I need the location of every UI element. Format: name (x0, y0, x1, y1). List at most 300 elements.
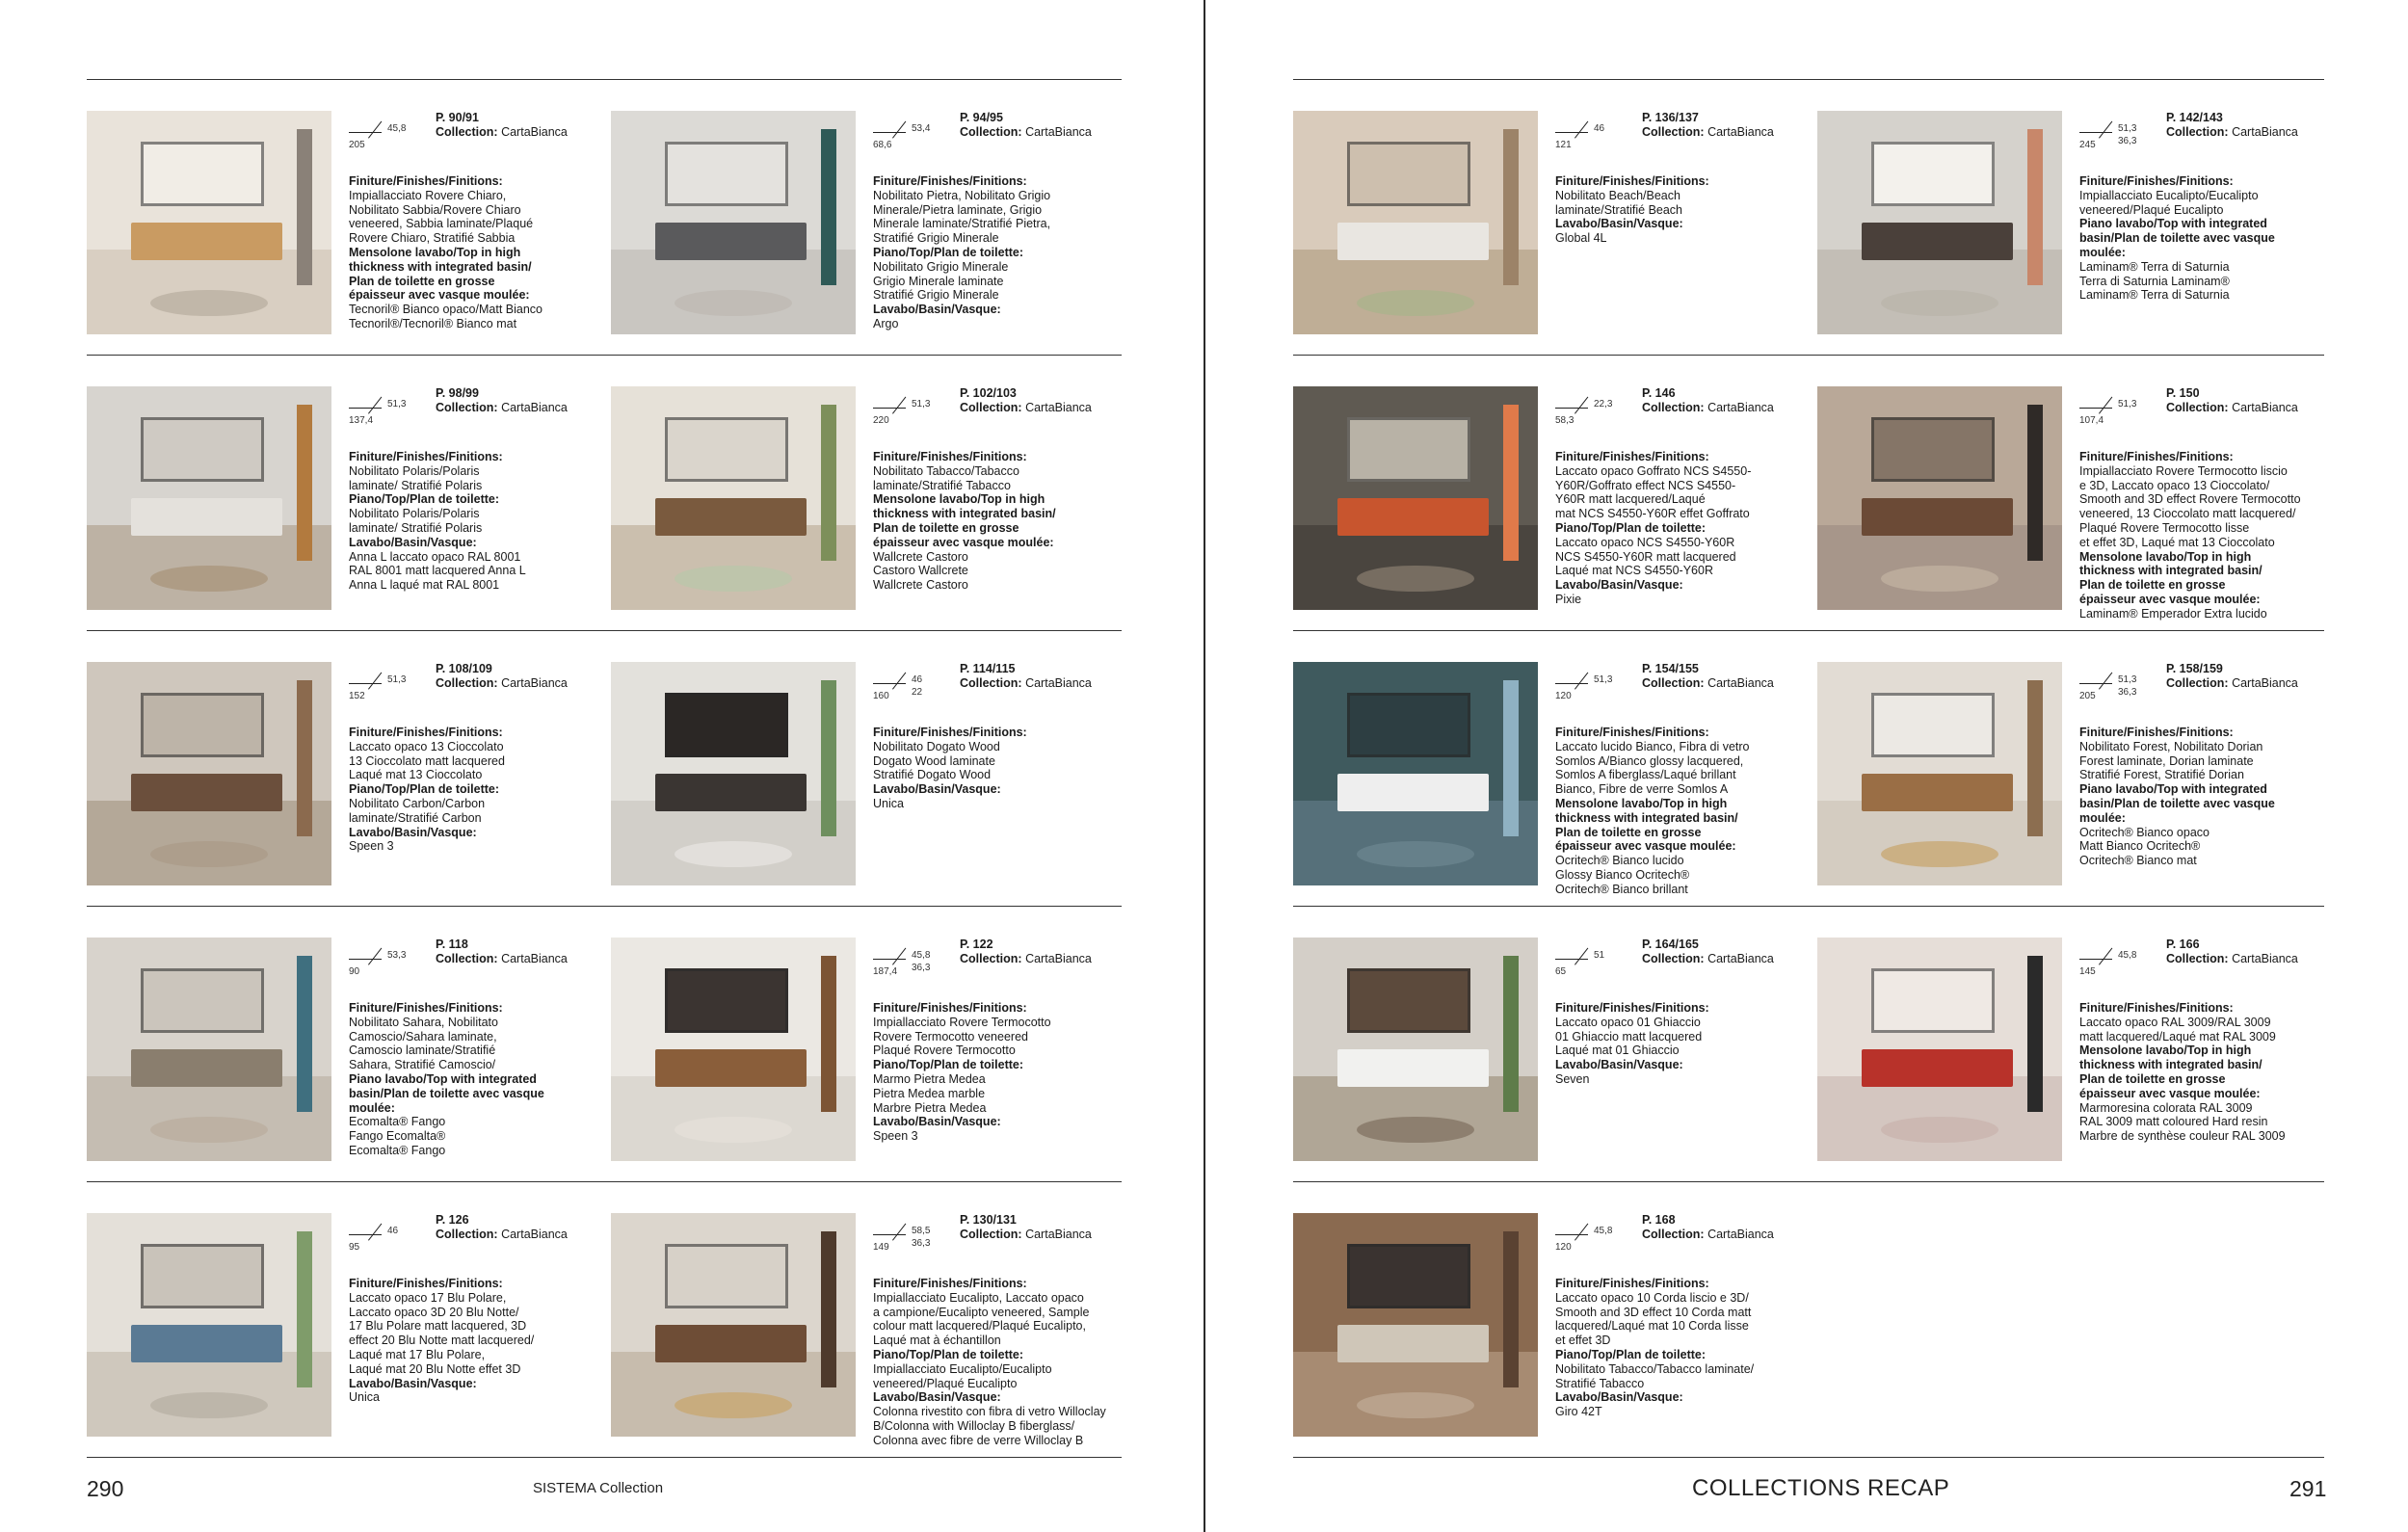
product-photo (611, 111, 856, 334)
spec-text: effect 20 Blu Notte matt lacquered/ (349, 1334, 535, 1348)
spec-text: Laccato opaco 3D 20 Blu Notte/ (349, 1305, 519, 1319)
spec-text: Speen 3 (349, 839, 394, 854)
page-reference: P. 108/109 (436, 662, 492, 675)
dimension-width: 120 (1555, 1242, 1572, 1253)
dimension-width: 149 (873, 1242, 889, 1253)
product-card (1293, 913, 1818, 1139)
spec-text: Nobilitato Tabacco/Tabacco (873, 463, 1019, 478)
spec-heading: thickness with integrated basin/ (2079, 1058, 2262, 1072)
product-photo (1817, 111, 2062, 334)
spec-text: Laccato opaco 13 Cioccolato (349, 739, 504, 753)
spec-heading: thickness with integrated basin/ (2079, 564, 2262, 578)
dimension-width: 145 (2079, 966, 2096, 977)
dimension-depth: 53,3 (387, 950, 407, 961)
dimension-diagram (349, 1216, 426, 1255)
spec-text: Rovere Termocotto veneered (873, 1029, 1028, 1043)
page-reference: P. 150 (2166, 386, 2200, 400)
spec-text: Castoro Wallcrete (873, 564, 968, 578)
product-card (1817, 913, 2342, 1144)
left-page-number: 290 (87, 1476, 124, 1501)
product-photo (611, 662, 856, 885)
spec-text: Tecnoril® Bianco opaco/Matt Bianco (349, 303, 542, 317)
spec-text: et effet 3D, Laqué mat 13 Cioccolato (2079, 535, 2275, 549)
spec-heading: Piano lavabo/Top with integrated (2079, 782, 2267, 797)
spec-text: laminate/Stratifié Carbon (349, 810, 482, 825)
dimension-depth: 51,3 (912, 399, 931, 409)
product-header (436, 938, 609, 966)
product-header (436, 1213, 609, 1242)
dimension-width: 137,4 (349, 415, 374, 426)
spec-text: Stratifié Dogato Wood (873, 768, 992, 782)
collection-name: CartaBianca (1025, 952, 1092, 965)
page-reference: P. 136/137 (1642, 111, 1699, 124)
dimension-width: 220 (873, 415, 889, 426)
dimension-diagram (2079, 114, 2157, 152)
collection-line: Collection: CartaBianca (2166, 676, 2298, 690)
spec-text: Impiallacciato Eucalipto/Eucalipto (2079, 188, 2259, 202)
collection-line: Collection: CartaBianca (2166, 952, 2298, 965)
page-reference: P. 102/103 (960, 386, 1017, 400)
spec-text: Stratifié Forest, Stratifié Dorian (2079, 768, 2244, 782)
spec-text: Sahara, Stratifié Camoscio/ (349, 1058, 496, 1072)
spec-heading: thickness with integrated basin/ (873, 507, 1056, 521)
spec-text: Impiallacciato Eucalipto, Laccato opaco (873, 1290, 1084, 1305)
dimension-width: 107,4 (2079, 415, 2104, 426)
row-divider (1293, 630, 2324, 631)
collection-name: CartaBianca (2232, 401, 2298, 414)
spec-text: Ocritech® Bianco mat (2079, 854, 2197, 868)
collection-name: CartaBianca (1707, 401, 1774, 414)
spec-heading: moulée: (349, 1100, 395, 1115)
spec-heading: Mensolone lavabo/Top in high (1555, 796, 1728, 810)
dimension-width: 205 (349, 140, 365, 150)
spec-text: Marbre de synthèse couleur RAL 3009 (2079, 1129, 2286, 1144)
page-reference: P. 154/155 (1642, 662, 1699, 675)
spec-heading: Piano lavabo/Top with integrated (2079, 217, 2267, 231)
spec-text: Impiallacciato Rovere Termocotto (873, 1015, 1051, 1029)
spec-heading: Lavabo/Basin/Vasque: (349, 1376, 477, 1390)
page-reference: P. 168 (1642, 1213, 1676, 1227)
spec-text: Nobilitato Forest, Nobilitato Dorian (2079, 739, 2263, 753)
spec-text: Rovere Chiaro, Stratifié Sabbia (349, 231, 516, 246)
left-section-label: SISTEMA Collection (533, 1480, 664, 1496)
spec-heading: Finiture/Finishes/Finitions: (873, 450, 1027, 463)
spec-heading: Finiture/Finishes/Finitions: (349, 1277, 503, 1290)
spec-heading: Finiture/Finishes/Finitions: (349, 1001, 503, 1015)
spec-text: Forest laminate, Dorian laminate (2079, 753, 2254, 768)
spec-text: a campione/Eucalipto veneered, Sample (873, 1305, 1090, 1319)
spec-text: Impiallacciato Rovere Termocotto liscio (2079, 463, 2288, 478)
spec-text: Y60R matt lacquered/Laqué (1555, 492, 1706, 507)
row-divider (1293, 1181, 2324, 1182)
spec-heading: Finiture/Finishes/Finitions: (2079, 174, 2234, 188)
spec-text: Camoscio/Sahara laminate, (349, 1029, 497, 1043)
product-header (1642, 662, 1815, 691)
collection-line: Collection: CartaBianca (1642, 125, 1774, 139)
spec-heading: basin/Plan de toilette avec vasque (349, 1086, 544, 1100)
product-card (611, 87, 1136, 330)
product-header (2166, 662, 2340, 691)
product-header (2166, 111, 2340, 140)
spec-text: veneered, Sabbia laminate/Plaqué (349, 217, 534, 231)
product-photo (1817, 386, 2062, 610)
spec-heading: Finiture/Finishes/Finitions: (873, 1001, 1027, 1015)
dimension-diagram (1555, 389, 1632, 428)
collection-line: Collection: CartaBianca (1642, 1228, 1774, 1241)
spec-text: 13 Cioccolato matt lacquered (349, 753, 505, 768)
dimension-width: 121 (1555, 140, 1572, 150)
collection-line: Collection: CartaBianca (436, 952, 568, 965)
dimension-diagram (2079, 940, 2157, 979)
left-page (87, 0, 1122, 1532)
spec-heading: Mensolone lavabo/Top in high (873, 492, 1045, 507)
collection-name: CartaBianca (1025, 125, 1092, 139)
product-header (960, 111, 1133, 140)
spec-text: Anna L laccato opaco RAL 8001 (349, 549, 521, 564)
collection-name: CartaBianca (2232, 676, 2298, 690)
dimension-diagram (1555, 665, 1632, 703)
spec-heading: Piano/Top/Plan de toilette: (349, 492, 500, 507)
collection-line: Collection: CartaBianca (2166, 125, 2298, 139)
spec-text: Marmo Pietra Medea (873, 1071, 986, 1086)
product-header (1642, 111, 1815, 140)
dimension-diagram (349, 940, 426, 979)
product-photo (87, 386, 331, 610)
product-card (611, 913, 1136, 1144)
dimension-depth: 51,3 (387, 399, 407, 409)
finishes-description (873, 174, 1133, 331)
collection-line: Collection: CartaBianca (960, 1228, 1092, 1241)
collection-name: CartaBianca (501, 125, 568, 139)
product-photo (1293, 662, 1538, 885)
spec-text: Dogato Wood laminate (873, 753, 995, 768)
product-card (1293, 1189, 1818, 1419)
page-reference: P. 122 (960, 938, 993, 951)
page-reference: P. 146 (1642, 386, 1676, 400)
spec-text: Laqué mat 01 Ghiaccio (1555, 1043, 1680, 1058)
spec-text: Ecomalta® Fango (349, 1115, 446, 1129)
spec-text: Plaqué Rovere Termocotto lisse (2079, 520, 2250, 535)
product-card (611, 362, 1136, 593)
dimension-diagram (873, 665, 950, 703)
collection-name: CartaBianca (2232, 125, 2298, 139)
spec-text: 01 Ghiaccio matt lacquered (1555, 1029, 1703, 1043)
spec-text: Nobilitato Tabacco/Tabacco laminate/ (1555, 1361, 1755, 1376)
row-divider (87, 906, 1122, 907)
page-reference: P. 114/115 (960, 662, 1016, 675)
spec-text: Plaqué Rovere Termocotto (873, 1043, 1016, 1058)
product-photo (1293, 111, 1538, 334)
finishes-description (2079, 726, 2340, 868)
spec-text: Camoscio laminate/Stratifié (349, 1043, 496, 1058)
spec-heading: Lavabo/Basin/Vasque: (873, 1390, 1001, 1405)
dimension-width: 68,6 (873, 140, 892, 150)
dimension-depth: 45,8 (2118, 950, 2137, 961)
spec-heading: Plan de toilette en grosse (873, 520, 1019, 535)
spec-heading: Finiture/Finishes/Finitions: (2079, 1001, 2234, 1015)
spec-text: Laccato lucido Bianco, Fibra di vetro (1555, 739, 1750, 753)
spec-text: Impiallacciato Rovere Chiaro, (349, 188, 507, 202)
spec-text: Stratifié Grigio Minerale (873, 231, 999, 246)
product-photo (1293, 938, 1538, 1161)
finishes-description (1555, 174, 1815, 246)
spec-text: Laqué mat NCS S4550-Y60R (1555, 564, 1713, 578)
spec-text: Marmoresina colorata RAL 3009 (2079, 1100, 2253, 1115)
product-photo (1293, 386, 1538, 610)
page-reference: P. 126 (436, 1213, 469, 1227)
row-divider (1293, 79, 2324, 80)
dimension-diagram (873, 114, 950, 152)
spec-heading: Plan de toilette en grosse (2079, 578, 2226, 593)
spec-heading: Mensolone lavabo/Top in high (2079, 1043, 2252, 1058)
spec-text: Nobilitato Pietra, Nobilitato Grigio (873, 188, 1051, 202)
dimension-width: 120 (1555, 691, 1572, 701)
spec-text: Laqué mat 17 Blu Polare, (349, 1347, 486, 1361)
collection-name: CartaBianca (1707, 952, 1774, 965)
collection-line: Collection: CartaBianca (1642, 952, 1774, 965)
product-photo (87, 938, 331, 1161)
dimension-width: 95 (349, 1242, 360, 1253)
spec-text: Terra di Saturnia Laminam® (2079, 274, 2230, 288)
spec-text: Laqué mat à échantillon (873, 1334, 1001, 1348)
page-reference: P. 158/159 (2166, 662, 2223, 675)
spec-heading: Lavabo/Basin/Vasque: (873, 303, 1001, 317)
product-card (87, 638, 612, 863)
spec-text: Ocritech® Bianco lucido (1555, 854, 1684, 868)
row-divider (87, 1181, 1122, 1182)
spec-text: veneered, 13 Cioccolato matt lacquered/ (2079, 507, 2296, 521)
spec-text: Laqué mat 13 Cioccolato (349, 768, 483, 782)
product-header (1642, 938, 1815, 966)
spec-heading: Finiture/Finishes/Finitions: (1555, 450, 1709, 463)
row-divider (87, 355, 1122, 356)
spec-heading: Piano/Top/Plan de toilette: (1555, 520, 1707, 535)
finishes-description (349, 174, 609, 331)
dimension-width: 65 (1555, 966, 1567, 977)
dimension-diagram (1555, 1216, 1632, 1255)
spec-text: Stratifié Tabacco (1555, 1376, 1645, 1390)
collection-name: CartaBianca (501, 1228, 568, 1241)
spec-text: Marbre Pietra Medea (873, 1100, 987, 1115)
spec-text: RAL 3009 matt coloured Hard resin (2079, 1115, 2268, 1129)
collection-name: CartaBianca (501, 401, 568, 414)
dimension-diagram (1555, 114, 1632, 152)
spec-text: Pietra Medea marble (873, 1086, 986, 1100)
collection-name: CartaBianca (1025, 1228, 1092, 1241)
product-card (87, 1189, 612, 1414)
collection-line: Collection: CartaBianca (436, 125, 568, 139)
spec-text: Speen 3 (873, 1129, 918, 1144)
dimension-depth: 51,3 (2118, 399, 2137, 409)
footer-divider (87, 1457, 1122, 1458)
spec-text: Laminam® Emperador Extra lucido (2079, 606, 2267, 621)
spec-text: Laqué mat 20 Blu Notte effet 3D (349, 1361, 521, 1376)
product-card (611, 638, 1136, 863)
right-page (1293, 0, 2327, 1532)
spec-heading: Finiture/Finishes/Finitions: (873, 174, 1027, 188)
spec-heading: moulée: (2079, 245, 2126, 259)
spec-text: Somlos A/Bianco glossy lacquered, (1555, 753, 1744, 768)
spec-heading: Finiture/Finishes/Finitions: (1555, 1001, 1709, 1015)
spec-text: Somlos A fiberglass/Laqué brillant (1555, 768, 1736, 782)
dimension-depth: 45,8 (387, 123, 407, 134)
spec-text: Colonna rivestito con fibra di vetro Willoclay (873, 1405, 1106, 1419)
product-card (1817, 87, 2342, 312)
product-photo (611, 1213, 856, 1437)
spec-heading: Finiture/Finishes/Finitions: (2079, 726, 2234, 739)
spec-text: Nobilitato Sabbia/Rovere Chiaro (349, 202, 521, 217)
spec-text: Unica (349, 1390, 380, 1405)
product-card (87, 362, 612, 593)
spec-text: Tecnoril®/Tecnoril® Bianco mat (349, 316, 517, 330)
spec-text: matt lacquered/Laqué mat RAL 3009 (2079, 1029, 2276, 1043)
dimension-width: 187,4 (873, 966, 898, 977)
finishes-description (873, 1277, 1133, 1448)
spec-heading: Piano lavabo/Top with integrated (349, 1071, 537, 1086)
spec-heading: Lavabo/Basin/Vasque: (349, 825, 477, 839)
product-header (436, 386, 609, 415)
collection-name: CartaBianca (1025, 676, 1092, 690)
spec-heading: moulée: (2079, 810, 2126, 825)
product-photo (611, 386, 856, 610)
dimension-diagram (349, 389, 426, 428)
spec-text: et effet 3D (1555, 1334, 1611, 1348)
spec-heading: Finiture/Finishes/Finitions: (349, 450, 503, 463)
spec-text: Minerale/Pietra laminate, Grigio (873, 202, 1043, 217)
spec-heading: basin/Plan de toilette avec vasque (2079, 796, 2275, 810)
spec-heading: Finiture/Finishes/Finitions: (873, 1277, 1027, 1290)
page-reference: P. 98/99 (436, 386, 479, 400)
spec-heading: thickness with integrated basin/ (349, 259, 532, 274)
spec-text: Stratifié Grigio Minerale (873, 288, 999, 303)
spec-heading: Lavabo/Basin/Vasque: (1555, 217, 1683, 231)
dimension-diagram (1555, 940, 1632, 979)
spec-text: Matt Bianco Ocritech® (2079, 839, 2201, 854)
dimension-depth: 51,3 (1594, 674, 1613, 685)
spec-heading: Lavabo/Basin/Vasque: (1555, 1058, 1683, 1072)
page-reference: P. 164/165 (1642, 938, 1699, 951)
spec-text: lacquered/Laqué mat 10 Corda lisse (1555, 1319, 1749, 1334)
dimension-width: 152 (349, 691, 365, 701)
spec-heading: épaisseur avec vasque moulée: (349, 288, 530, 303)
spec-heading: Finiture/Finishes/Finitions: (873, 726, 1027, 739)
product-photo (611, 938, 856, 1161)
spec-text: laminate/ Stratifié Polaris (349, 478, 483, 492)
spec-heading: Finiture/Finishes/Finitions: (1555, 1277, 1709, 1290)
spec-heading: Finiture/Finishes/Finitions: (2079, 450, 2234, 463)
finishes-description (2079, 1001, 2340, 1144)
product-card (87, 913, 612, 1157)
collection-name: CartaBianca (1025, 401, 1092, 414)
finishes-description (349, 726, 609, 854)
spec-text: Minerale laminate/Stratifié Pietra, (873, 217, 1051, 231)
collection-name: CartaBianca (1707, 1228, 1774, 1241)
spec-heading: épaisseur avec vasque moulée: (2079, 592, 2261, 606)
spec-text: laminate/ Stratifié Polaris (349, 520, 483, 535)
spec-heading: Lavabo/Basin/Vasque: (873, 1115, 1001, 1129)
spec-text: Y60R/Goffrato effect NCS S4550- (1555, 478, 1736, 492)
footer-divider (1293, 1457, 2324, 1458)
product-card (1293, 87, 1818, 312)
collection-name: CartaBianca (501, 952, 568, 965)
row-divider (1293, 906, 2324, 907)
spec-heading: Finiture/Finishes/Finitions: (349, 726, 503, 739)
collection-line: Collection: CartaBianca (436, 676, 568, 690)
dimension-depth: 51,3 36,3 (2118, 123, 2137, 146)
finishes-description (349, 450, 609, 593)
spec-text: Ecomalta® Fango (349, 1143, 446, 1157)
product-card (611, 1189, 1136, 1447)
spec-heading: Plan de toilette en grosse (349, 274, 495, 288)
dimension-depth: 46 (387, 1226, 399, 1236)
spec-text: Glossy Bianco Ocritech® (1555, 867, 1690, 882)
spec-text: Fango Ecomalta® (349, 1129, 446, 1144)
product-photo (1293, 1213, 1538, 1437)
collection-line: Collection: CartaBianca (960, 952, 1092, 965)
dimension-depth: 46 (1594, 123, 1605, 134)
product-photo (1817, 938, 2062, 1161)
collection-line: Collection: CartaBianca (960, 676, 1092, 690)
spec-text: Nobilitato Grigio Minerale (873, 259, 1009, 274)
spec-heading: Piano/Top/Plan de toilette: (349, 782, 500, 797)
spec-heading: épaisseur avec vasque moulée: (2079, 1086, 2261, 1100)
product-header (1642, 1213, 1815, 1242)
spec-heading: Finiture/Finishes/Finitions: (1555, 726, 1709, 739)
dimension-depth: 45,8 (1594, 1226, 1613, 1236)
right-page-number: 291 (2289, 1476, 2327, 1501)
product-photo (87, 662, 331, 885)
spec-text: Laminam® Terra di Saturnia (2079, 259, 2230, 274)
spec-text: Global 4L (1555, 231, 1607, 246)
product-header (960, 938, 1133, 966)
finishes-description (1555, 726, 1815, 897)
spec-heading: Piano/Top/Plan de toilette: (1555, 1347, 1707, 1361)
dimension-depth: 51 (1594, 950, 1605, 961)
spec-heading: Lavabo/Basin/Vasque: (349, 535, 477, 549)
finishes-description (349, 1001, 609, 1158)
dimension-diagram (2079, 389, 2157, 428)
spec-text: RAL 8001 matt lacquered Anna L (349, 564, 526, 578)
product-card (1293, 638, 1818, 896)
dimension-depth: 53,4 (912, 123, 931, 134)
dimension-width: 160 (873, 691, 889, 701)
collection-line: Collection: CartaBianca (436, 401, 568, 414)
product-header (2166, 386, 2340, 415)
product-header (960, 1213, 1133, 1242)
spec-heading: Finiture/Finishes/Finitions: (1555, 174, 1709, 188)
product-header (1642, 386, 1815, 415)
spec-text: Nobilitato Beach/Beach (1555, 188, 1680, 202)
spec-text: 17 Blu Polare matt lacquered, 3D (349, 1319, 527, 1334)
spec-text: Nobilitato Polaris/Polaris (349, 463, 480, 478)
product-header (960, 662, 1133, 691)
spec-text: B/Colonna with Willoclay B fiberglass/ (873, 1418, 1075, 1433)
spec-text: Impiallacciato Eucalipto/Eucalipto (873, 1361, 1052, 1376)
spec-text: colour matt lacquered/Plaqué Eucalipto, (873, 1319, 1086, 1334)
spec-text: Unica (873, 796, 904, 810)
dimension-depth: 51,3 36,3 (2118, 674, 2137, 698)
finishes-description (873, 1001, 1133, 1144)
page-reference: P. 118 (436, 938, 468, 951)
page-reference: P. 94/95 (960, 111, 1003, 124)
spec-heading: Mensolone lavabo/Top in high (349, 245, 521, 259)
dimension-width: 245 (2079, 140, 2096, 150)
dimension-diagram (873, 389, 950, 428)
collection-name: CartaBianca (1707, 676, 1774, 690)
dimension-width: 58,3 (1555, 415, 1574, 426)
spec-text: Grigio Minerale laminate (873, 274, 1004, 288)
page-spine (1204, 0, 1205, 1532)
